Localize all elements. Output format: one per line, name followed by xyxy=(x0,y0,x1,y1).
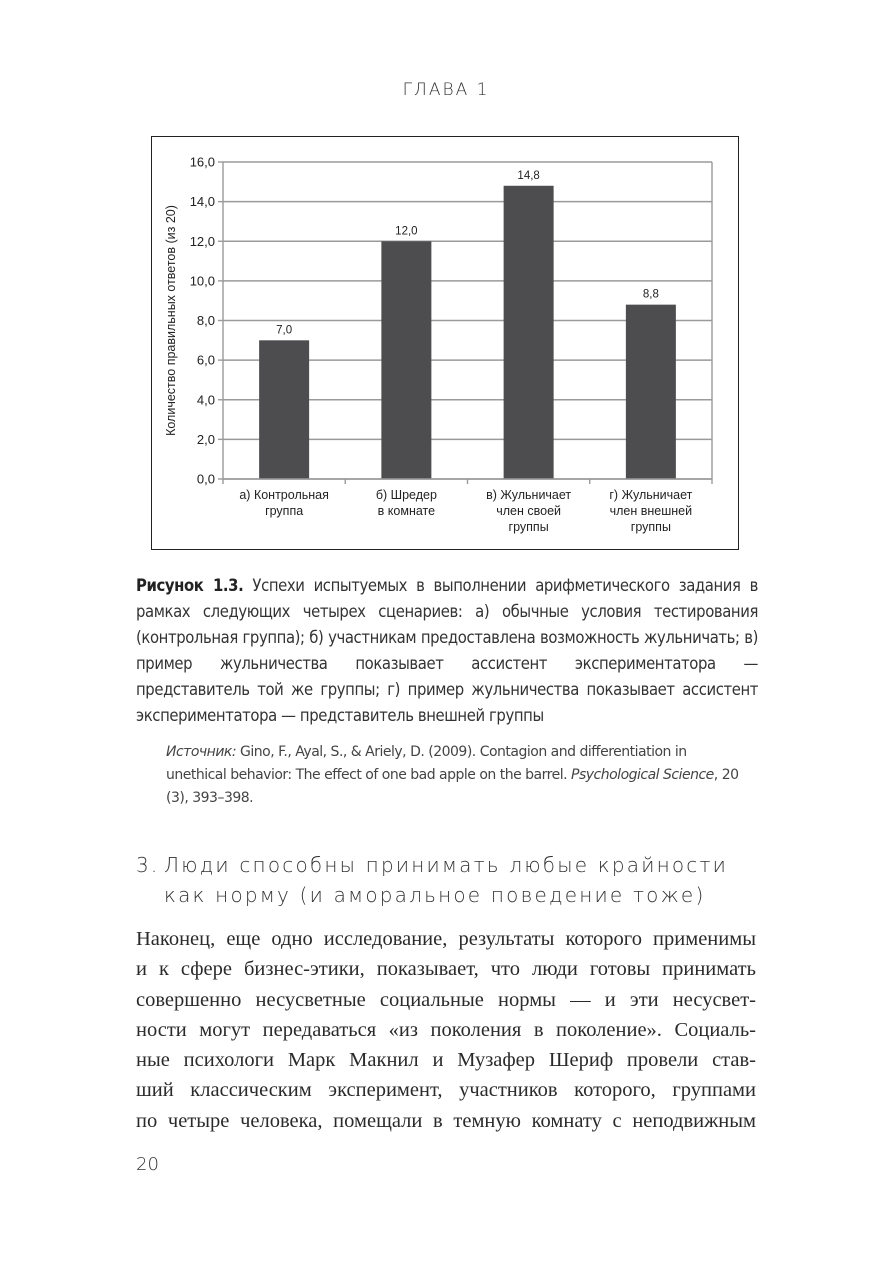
y-tick-label: 14,0 xyxy=(189,194,215,210)
y-tick-label: 16,0 xyxy=(189,154,215,170)
x-tick-label: группа xyxy=(265,504,304,518)
section-number: 3. xyxy=(136,853,160,877)
section-title-line2: как норму (и аморальное поведение тоже) xyxy=(164,883,706,907)
data-label: 12,0 xyxy=(395,225,418,238)
body-line: ший классическим эксперимент, участников которого, группами xyxy=(136,1079,756,1102)
body-line: и к сфере бизнес-этики, показывает, что люди готовы принимать xyxy=(136,958,756,981)
page-number: 20 xyxy=(136,1154,159,1175)
source-citation: Gino, F., Ayal, S., & Ariely, D. (2009). Contagion and differentiation in unethical behavior: The effect of one bad apple on the barrel. xyxy=(166,744,687,783)
y-tick-label: 0,0 xyxy=(196,471,215,487)
y-tick-label: 8,0 xyxy=(196,313,215,328)
bar xyxy=(381,241,431,479)
bar-chart xyxy=(152,137,738,549)
bar xyxy=(626,305,676,479)
section-heading xyxy=(136,850,756,910)
body-line: ные психологи Марк Макнил и Музафер Шериф провели став- xyxy=(136,1049,756,1072)
figure-caption xyxy=(136,573,758,729)
x-tick-label: в комнате xyxy=(377,504,436,518)
x-tick-label: группы xyxy=(508,520,549,534)
bar xyxy=(259,340,309,479)
body-line: совершенно несусветные социальные нормы — и эти несусвет- xyxy=(136,988,756,1011)
x-tick-label: б) Шредер xyxy=(375,488,437,502)
x-tick-label: г) Жульничает xyxy=(609,488,693,502)
caption-text: Успехи испытуемых в выполнении арифметического задания в рамках следующих четырех сценариев: а) обычные условия тестирования (контрольная группа); б) участникам предоставлена возможность жульничать; в) пример жульничества показывает ассистент экспериментатора — представитель той же группы; г) пример жульничества показывает ассистент экспериментатора — представитель внешней группы xyxy=(136,576,758,725)
bars xyxy=(259,186,676,479)
source-journal: Psychological Science xyxy=(571,767,714,783)
caption-label: Рисунок 1.3. xyxy=(136,576,244,595)
data-label: 8,8 xyxy=(642,288,659,301)
body-line: по четыре человека, помещали в темную комнату с неподвижным xyxy=(136,1109,756,1132)
x-tick-label: член внешней xyxy=(609,504,693,518)
body-line: Наконец, еще одно исследование, результаты которого применимы xyxy=(136,928,756,950)
y-axis-title: Количество правильных ответов (из 20) xyxy=(164,205,178,436)
figure-source xyxy=(166,741,746,810)
y-tick-label: 6,0 xyxy=(196,352,215,368)
x-tick-label: в) Жульничает xyxy=(486,488,572,502)
y-tick-label: 10,0 xyxy=(189,273,215,289)
x-tick-label: а) Контрольная xyxy=(239,488,329,502)
section-title-line1: Люди способны принимать любые крайности xyxy=(164,853,729,877)
source-citation-end: , 20 (3), 393–398. xyxy=(166,767,739,806)
x-tick-label: группы xyxy=(630,520,671,534)
figure-chart xyxy=(151,136,739,550)
data-label: 14,8 xyxy=(517,169,540,182)
body-paragraph xyxy=(136,924,756,1136)
y-tick-label: 12,0 xyxy=(189,233,215,249)
running-header: ГЛАВА 1 xyxy=(402,80,490,100)
body-line: ности могут передаваться «из поколения в поколение». Социаль- xyxy=(136,1018,756,1041)
source-label: Источник: xyxy=(166,744,237,760)
bar xyxy=(504,186,554,479)
x-tick-label: член своей xyxy=(496,504,562,518)
y-tick-label: 4,0 xyxy=(196,392,215,408)
y-tick-label: 2,0 xyxy=(196,431,215,447)
data-label: 7,0 xyxy=(276,324,293,337)
